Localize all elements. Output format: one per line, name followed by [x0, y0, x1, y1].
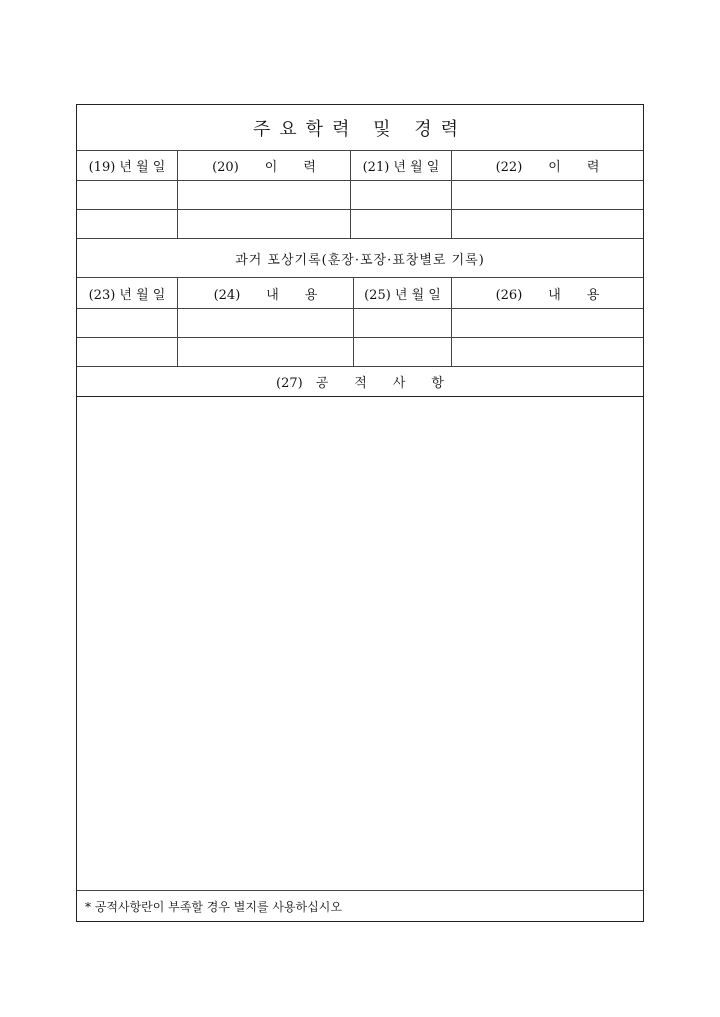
- education-history-cell[interactable]: [452, 210, 643, 238]
- footnote: * 공적사항란이 부족할 경우 별지를 사용하십시오: [85, 899, 342, 914]
- education-date-cell[interactable]: [351, 210, 452, 238]
- education-history-cell[interactable]: [452, 181, 643, 209]
- merits-body[interactable]: [77, 397, 643, 891]
- footnote-row: [77, 891, 643, 921]
- section-title-row: [77, 105, 643, 151]
- header-date-19: (19) 년 월 일: [77, 151, 178, 180]
- education-row: [77, 210, 643, 239]
- education-row: [77, 181, 643, 210]
- awards-content-cell[interactable]: [452, 309, 643, 337]
- awards-date-cell[interactable]: [77, 338, 178, 366]
- education-date-cell[interactable]: [77, 181, 178, 209]
- header-date-25: (25) 년 월 일: [354, 278, 452, 308]
- awards-content-cell[interactable]: [178, 338, 354, 366]
- awards-title-row: [77, 239, 643, 278]
- education-header-row: [77, 151, 643, 181]
- section-title: 주요학력 및 경력: [252, 118, 468, 140]
- awards-title: 과거 포상기록(훈장·포장·표창별로 기록): [235, 252, 485, 268]
- header-content-24: (24) 내 용: [178, 278, 354, 308]
- header-content-26: (26) 내 용: [495, 287, 600, 303]
- education-date-cell[interactable]: [351, 181, 452, 209]
- awards-content-cell[interactable]: [452, 338, 643, 366]
- merits-title: (27) 공 적 사 항: [276, 376, 444, 391]
- awards-content-cell[interactable]: [178, 309, 354, 337]
- education-history-cell[interactable]: [178, 181, 351, 209]
- merits-title-row: [77, 367, 643, 397]
- awards-row: [77, 309, 643, 338]
- awards-date-cell[interactable]: [77, 309, 178, 337]
- header-history-20: (20) 이 력: [178, 151, 351, 180]
- header-date-21: (21) 년 월 일: [351, 151, 452, 180]
- awards-row: [77, 338, 643, 367]
- award-application-form: [76, 104, 644, 922]
- header-history-22: (22) 이 력: [495, 160, 600, 175]
- education-history-cell[interactable]: [178, 210, 351, 238]
- header-date-23: (23) 년 월 일: [77, 278, 178, 308]
- awards-date-cell[interactable]: [354, 309, 452, 337]
- education-date-cell[interactable]: [77, 210, 178, 238]
- awards-date-cell[interactable]: [354, 338, 452, 366]
- awards-header-row: [77, 278, 643, 309]
